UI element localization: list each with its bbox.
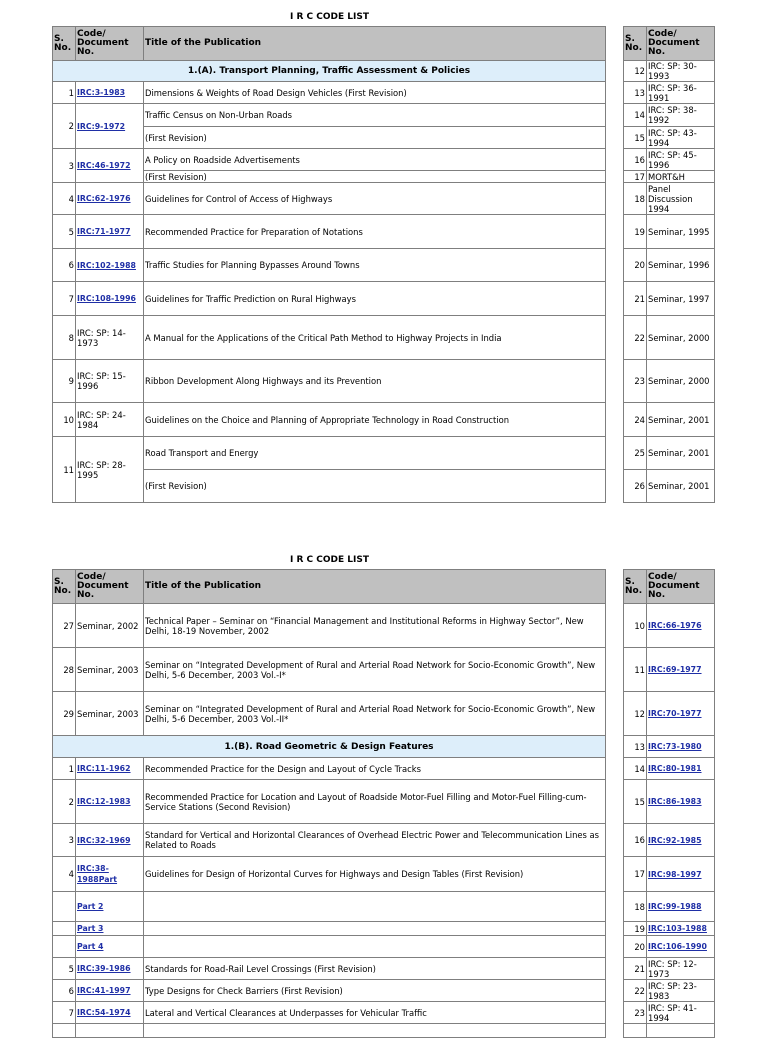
code-link[interactable]: IRC:66-1976 (648, 621, 702, 630)
row-sn (53, 922, 76, 936)
row-title: Standard for Vertical and Horizontal Clearances of Overhead Electric Power and Telecommunication Lines as Related to Roads (144, 824, 606, 857)
row-title-cont: (First Revision) (144, 127, 606, 149)
row-sn: 17 (624, 171, 647, 183)
row-code: MORT&H (647, 171, 715, 183)
row-sn: 22 (624, 980, 647, 1002)
row-code: IRC: SP: 15-1996 (76, 360, 144, 403)
section-heading: 1.(B). Road Geometric & Design Features (53, 736, 606, 758)
code-link[interactable]: IRC:102-1988 (77, 260, 136, 270)
table-row (53, 403, 606, 437)
row-sn: 15 (624, 780, 647, 824)
header-row (624, 27, 715, 61)
row-sn: 28 (53, 648, 76, 692)
row-sn: 4 (53, 857, 76, 892)
row-title: Recommended Practice for Preparation of Notations (144, 215, 606, 249)
row-sn: 23 (624, 360, 647, 403)
table-row (53, 437, 606, 470)
row-code: IRC: SP: 45-1996 (647, 149, 715, 171)
row-sn: 8 (53, 316, 76, 360)
table-row (53, 183, 606, 215)
row-sn: 14 (624, 758, 647, 780)
table-row (53, 1002, 606, 1024)
code-header: Code/ Document No. (76, 27, 144, 61)
row-title: Standards for Road-Rail Level Crossings (First Revision) (144, 958, 606, 980)
row-sn: 29 (53, 692, 76, 736)
row-sn (53, 892, 76, 922)
row-sn: 10 (624, 604, 647, 648)
table-row (53, 1024, 606, 1038)
row-code: IRC: SP: 12-1973 (647, 958, 715, 980)
row-sn: 11 (624, 648, 647, 692)
row-sn: 26 (624, 470, 647, 503)
row-sn: 11 (53, 437, 76, 503)
table-row (53, 824, 606, 857)
row-sn: 3 (53, 149, 76, 183)
title-header: Title of the Publication (144, 27, 606, 61)
code-link[interactable]: IRC:54-1974 (77, 1008, 131, 1017)
row-title (144, 1024, 606, 1038)
row-sn: 5 (53, 215, 76, 249)
row-code: Seminar, 2003 (76, 648, 144, 692)
code-link[interactable]: IRC:98-1997 (648, 869, 702, 879)
header-row (53, 570, 606, 604)
row-sn: 6 (53, 249, 76, 282)
row-sn: 16 (624, 824, 647, 857)
row-title-cont: (First Revision) (144, 171, 606, 183)
row-sn: 24 (624, 403, 647, 437)
table-row (53, 892, 606, 922)
row-code: IRC: SP: 41-1994 (647, 1002, 715, 1024)
code-link[interactable]: IRC:73-1980 (648, 742, 702, 751)
row-sn: 25 (624, 437, 647, 470)
code-link[interactable]: IRC:62-1976 (77, 194, 131, 203)
row-sn: 10 (53, 403, 76, 437)
code-link[interactable]: IRC:106-1990 (648, 942, 707, 951)
table-row (53, 215, 606, 249)
row-sn: 22 (624, 316, 647, 360)
table-row (53, 936, 606, 958)
row-title: Guidelines for Design of Horizontal Curves for Highways and Design Tables (First Revision) (144, 857, 606, 892)
row-code (647, 1024, 715, 1038)
row-code: Seminar, 2001 (647, 470, 715, 503)
row-code (76, 1024, 144, 1038)
row-sn: 19 (624, 922, 647, 936)
table-row (53, 149, 606, 171)
row-sn: 15 (624, 127, 647, 149)
code-link[interactable]: IRC:32-1969 (77, 835, 131, 845)
row-code: IRC: SP: 24-1984 (76, 403, 144, 437)
row-sn: 7 (53, 282, 76, 316)
row-sn: 9 (53, 360, 76, 403)
row-code: Seminar, 1996 (647, 249, 715, 282)
header-row (624, 570, 715, 604)
row-title: Recommended Practice for the Design and Layout of Cycle Tracks (144, 758, 606, 780)
row-code: Panel Discussion 1994 (647, 183, 715, 215)
row-sn: 1 (53, 758, 76, 780)
code-list-table (52, 569, 606, 1038)
table-row (53, 282, 606, 316)
row-sn: 20 (624, 936, 647, 958)
code-list-table (52, 26, 606, 503)
row-title: Seminar on “Integrated Development of Rural and Arterial Road Network for Socio-Economic Growth”, New Delhi, 5-6 December, 2003 Vol.-II* (144, 692, 606, 736)
row-code: Seminar, 1997 (647, 282, 715, 316)
row-title-cont: (First Revision) (144, 470, 606, 503)
row-sn: 13 (624, 736, 647, 758)
table-row (53, 958, 606, 980)
code-link[interactable]: IRC:38-1988Part (77, 864, 118, 884)
table-row (53, 604, 606, 648)
row-sn: 16 (624, 149, 647, 171)
row-sn: 21 (624, 282, 647, 316)
sn-header: S. No. (624, 570, 647, 604)
row-sn: 17 (624, 857, 647, 892)
table-row (53, 922, 606, 936)
row-title (144, 922, 606, 936)
row-title: Lateral and Vertical Clearances at Underpasses for Vehicular Traffic (144, 1002, 606, 1024)
row-title: Road Transport and Energy (144, 437, 606, 470)
row-title: A Policy on Roadside Advertisements (144, 149, 606, 171)
code-header: Code/ Document No. (76, 570, 144, 604)
code-header: Code/ Document No. (647, 570, 715, 604)
row-title: Technical Paper – Seminar on “Financial Management and Institutional Reforms in Highway Sector”, New Delhi, 18-19 November, 2002 (144, 604, 606, 648)
code-list-side-table (623, 26, 715, 503)
row-sn: 18 (624, 892, 647, 922)
row-sn: 4 (53, 183, 76, 215)
row-sn (624, 1024, 647, 1038)
row-sn: 2 (53, 104, 76, 149)
row-sn: 23 (624, 1002, 647, 1024)
sn-header: S. No. (624, 27, 647, 61)
row-sn: 19 (624, 215, 647, 249)
row-code: Seminar, 2002 (76, 604, 144, 648)
row-sn: 13 (624, 82, 647, 104)
code-link[interactable]: Part 2 (77, 902, 104, 911)
row-sn: 18 (624, 183, 647, 215)
sn-header: S. No. (53, 27, 76, 61)
row-sn: 3 (53, 824, 76, 857)
page-title: I R C CODE LIST (290, 555, 369, 565)
code-link[interactable]: IRC:11-1962 (77, 764, 131, 773)
row-code: Seminar, 2001 (647, 437, 715, 470)
table-row (53, 648, 606, 692)
row-code: IRC: SP: 38-1992 (647, 104, 715, 127)
row-title: Recommended Practice for Location and Layout of Roadside Motor-Fuel Filling and Motor-Fuel Filling-cum-Service Stations (Second Revision) (144, 780, 606, 824)
row-title: Traffic Studies for Planning Bypasses Around Towns (144, 249, 606, 282)
row-code: Seminar, 2001 (647, 403, 715, 437)
code-link[interactable]: IRC:46-1972 (77, 161, 131, 170)
code-link[interactable]: IRC:108-1996 (77, 294, 136, 303)
section-row (53, 736, 606, 758)
section-row (53, 61, 606, 82)
code-link[interactable]: IRC:86-1983 (648, 797, 702, 806)
row-title: Guidelines for Traffic Prediction on Rural Highways (144, 282, 606, 316)
row-code: IRC: SP: 36-1991 (647, 82, 715, 104)
code-list-side-table (623, 569, 715, 1038)
row-sn: 2 (53, 780, 76, 824)
row-sn: 21 (624, 958, 647, 980)
table-row (53, 249, 606, 282)
row-code: IRC: SP: 28-1995 (76, 437, 144, 503)
code-link[interactable]: Part 4 (77, 942, 104, 951)
code-link[interactable]: IRC:92-1985 (648, 835, 702, 845)
table-row (53, 980, 606, 1002)
row-title: Seminar on “Integrated Development of Rural and Arterial Road Network for Socio-Economic Growth”, New Delhi, 5-6 December, 2003 Vol.-I* (144, 648, 606, 692)
row-sn: 14 (624, 104, 647, 127)
row-code: IRC: SP: 23-1983 (647, 980, 715, 1002)
code-link[interactable]: IRC:3-1983 (77, 88, 126, 97)
row-title: A Manual for the Applications of the Critical Path Method to Highway Projects in India (144, 316, 606, 360)
row-title (144, 892, 606, 922)
title-header: Title of the Publication (144, 570, 606, 604)
table-row (53, 316, 606, 360)
row-title: Dimensions & Weights of Road Design Vehicles (First Revision) (144, 82, 606, 104)
row-sn: 27 (53, 604, 76, 648)
row-title: Guidelines for Control of Access of Highways (144, 183, 606, 215)
code-link[interactable]: IRC:41-1997 (77, 986, 131, 995)
row-code: Seminar, 2000 (647, 360, 715, 403)
row-sn: 20 (624, 249, 647, 282)
row-sn: 12 (624, 61, 647, 82)
row-title: Type Designs for Check Barriers (First Revision) (144, 980, 606, 1002)
table-row (53, 780, 606, 824)
row-sn: 6 (53, 980, 76, 1002)
code-link[interactable]: IRC:69-1977 (648, 665, 702, 674)
row-code: IRC: SP: 14-1973 (76, 316, 144, 360)
row-code: Seminar, 2003 (76, 692, 144, 736)
row-sn: 12 (624, 692, 647, 736)
table-row (53, 692, 606, 736)
row-sn (53, 936, 76, 958)
table-row (53, 857, 606, 892)
sn-header: S. No. (53, 570, 76, 604)
table-row (53, 104, 606, 127)
section-heading: 1.(A). Transport Planning, Traffic Assessment & Policies (53, 61, 606, 82)
code-link[interactable]: IRC:70-1977 (648, 709, 702, 718)
row-code: Seminar, 2000 (647, 316, 715, 360)
row-sn: 1 (53, 82, 76, 104)
header-row (53, 27, 606, 61)
row-title: Guidelines on the Choice and Planning of Appropriate Technology in Road Construction (144, 403, 606, 437)
row-title: Traffic Census on Non-Urban Roads (144, 104, 606, 127)
code-header: Code/ Document No. (647, 27, 715, 61)
table-row (53, 758, 606, 780)
row-sn: 7 (53, 1002, 76, 1024)
code-link[interactable]: IRC:103-1988 (648, 924, 707, 933)
code-link[interactable]: IRC:71-1977 (77, 227, 131, 236)
row-title (144, 936, 606, 958)
row-code: IRC: SP: 30-1993 (647, 61, 715, 82)
code-link[interactable]: IRC:9-1972 (77, 121, 126, 131)
row-title: Ribbon Development Along Highways and its Prevention (144, 360, 606, 403)
code-link[interactable]: IRC:99-1988 (648, 902, 702, 911)
code-link[interactable]: IRC:39-1986 (77, 964, 131, 973)
row-sn (53, 1024, 76, 1038)
row-code: Seminar, 1995 (647, 215, 715, 249)
table-row (53, 82, 606, 104)
code-link[interactable]: IRC:12-1983 (77, 797, 131, 806)
code-link[interactable]: IRC:80-1981 (648, 764, 702, 773)
page-title: I R C CODE LIST (290, 12, 369, 22)
row-code: IRC: SP: 43-1994 (647, 127, 715, 149)
code-link[interactable]: Part 3 (77, 924, 104, 933)
table-row (53, 360, 606, 403)
row-sn: 5 (53, 958, 76, 980)
